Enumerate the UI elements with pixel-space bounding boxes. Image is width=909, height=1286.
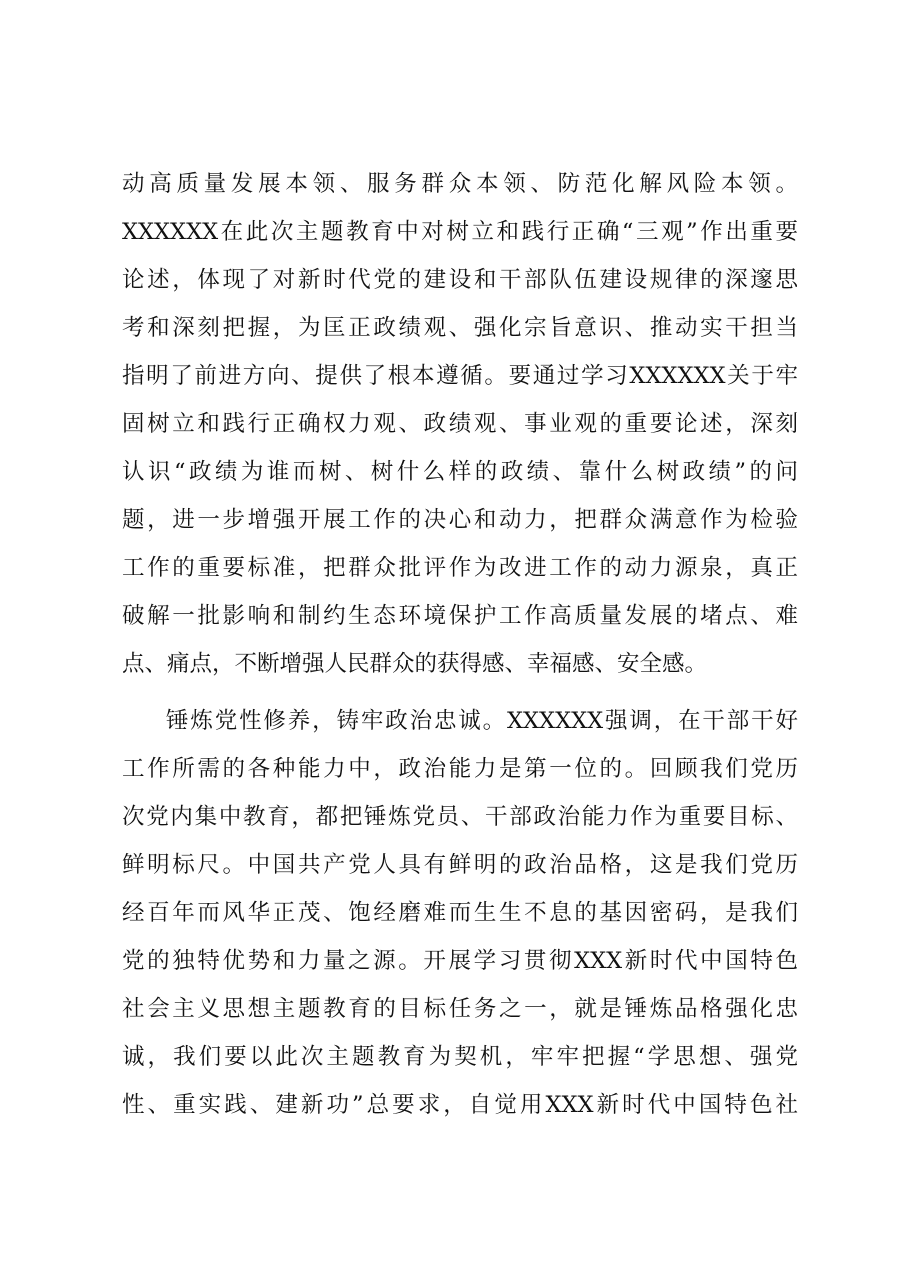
paragraph-line: 工作所需的各种能力中，政治能力是第一位的。回顾我们党历	[122, 756, 798, 782]
paragraph-line: 固树立和践行正确权力观、政绩观、事业观的重要论述，深刻	[122, 411, 798, 437]
paragraph-line: 鲜明标尺。中国共产党人具有鲜明的政治品格，这是我们党历	[122, 852, 798, 878]
paragraph-line: 次党内集中教育，都把锤炼党员、干部政治能力作为重要目标、	[122, 804, 798, 830]
paragraph-line: XXXXXX在此次主题教育中对树立和践行正确“三观”作出重要	[122, 219, 798, 245]
paragraph-line: 考和深刻把握，为匡正政绩观、强化宗旨意识、推动实干担当	[122, 315, 798, 341]
paragraph-line: 经百年而风华正茂、饱经磨难而生生不息的基因密码，是我们	[122, 900, 798, 926]
paragraph-line: 工作的重要标准，把群众批评作为改进工作的动力源泉，真正	[122, 555, 798, 581]
paragraph-line: 点、痛点，不断增强人民群众的获得感、幸福感、安全感。	[122, 651, 708, 677]
paragraph-1	[122, 160, 798, 688]
paragraph-line: 动高质量发展本领、服务群众本领、防范化解风险本领。	[122, 171, 798, 197]
paragraph-line: 论述，体现了对新时代党的建设和干部队伍建设规律的深邃思	[122, 267, 798, 293]
paragraph-2	[122, 697, 798, 1129]
paragraph-line: 认识“政绩为谁而树、树什么样的政绩、靠什么树政绩”的问	[122, 459, 798, 485]
paragraph-line: 诚，我们要以此次主题教育为契机，牢牢把握“学思想、强党	[122, 1044, 798, 1070]
paragraph-line: 题，进一步增强开展工作的决心和动力，把群众满意作为检验	[122, 507, 798, 533]
paragraph-line: 社会主义思想主题教育的目标任务之一，就是锤炼品格强化忠	[122, 996, 798, 1022]
paragraph-line: 破解一批影响和制约生态环境保护工作高质量发展的堵点、难	[122, 603, 798, 629]
paragraph-line: 锤炼党性修养，铸牢政治忠诚。XXXXXX强调，在干部干好	[166, 708, 798, 734]
paragraph-line: 指明了前进方向、提供了根本遵循。要通过学习XXXXXX关于牢	[122, 363, 798, 389]
paragraph-line: 党的独特优势和力量之源。开展学习贯彻XXX新时代中国特色	[122, 948, 798, 974]
paragraph-line: 性、重实践、建新功”总要求，自觉用XXX新时代中国特色社	[122, 1092, 798, 1118]
